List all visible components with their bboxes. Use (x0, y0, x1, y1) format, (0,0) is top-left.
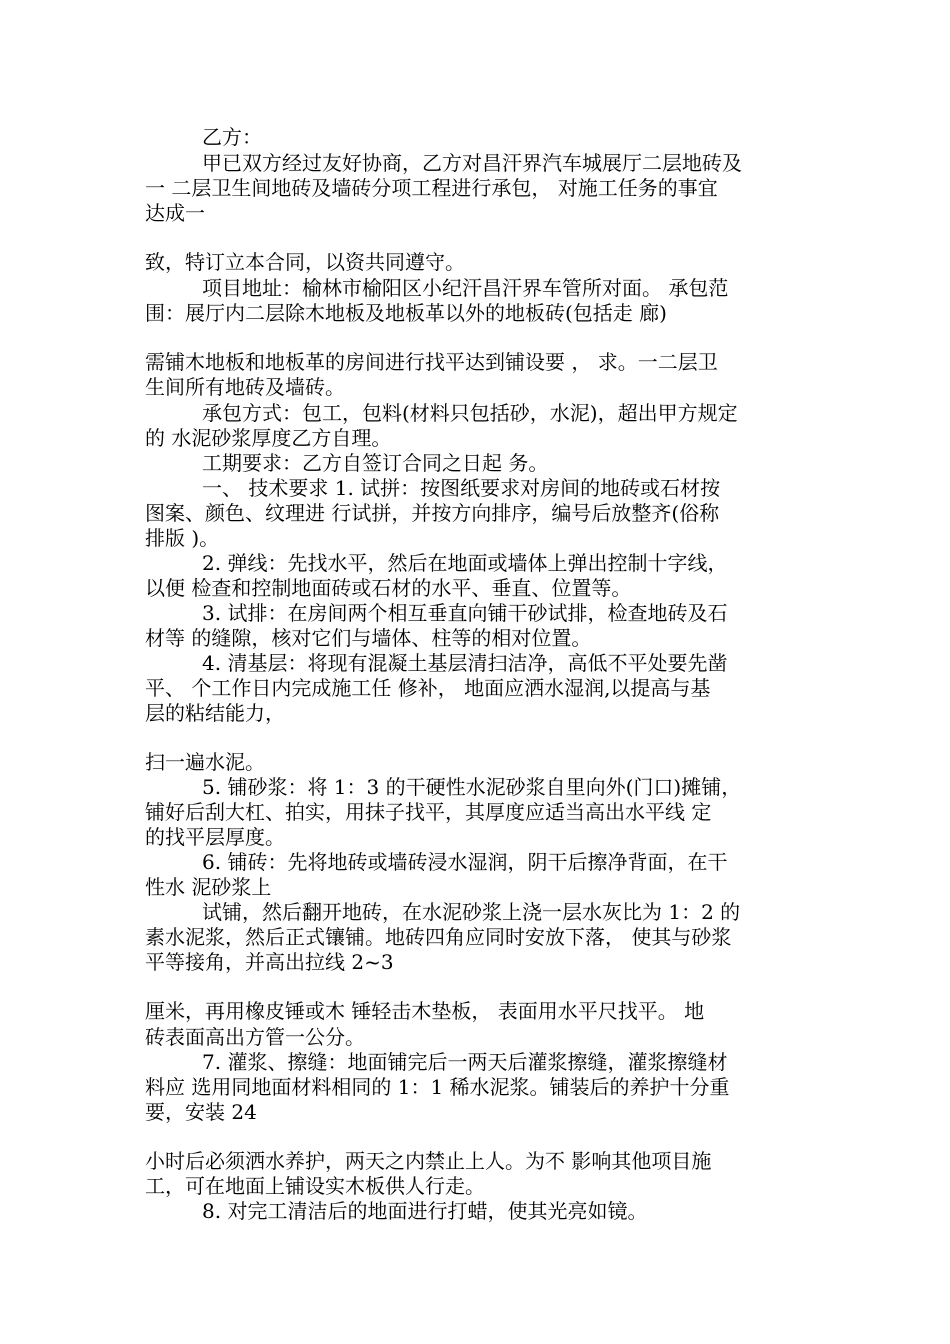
text-line: 需铺木地板和地板革的房间进行找平达到铺设要 ， 求。一二层卫 (145, 350, 718, 374)
text-line: 达成一 (145, 201, 205, 225)
text-line: 围：展厅内二层除木地板及地板革以外的地板砖(包括走 廊) (145, 301, 667, 325)
text-line: 5. 铺砂浆：将 1：3 的干硬性水泥砂浆自里向外(门口)摊铺， (202, 775, 742, 799)
text-line: 7. 灌浆、擦缝：地面铺完后一两天后灌浆擦缝，灌浆擦缝材 (202, 1050, 728, 1074)
text-line: 致，特订立本合同，以资共同遵守。 (145, 250, 465, 274)
text-line: 图案、颜色、纹理进 行试拼，并按方向排序，编号后放整齐(俗称 (145, 501, 720, 525)
text-line: 生间所有地砖及墙砖。 (145, 375, 345, 399)
text-line: 小时后必须洒水养护，两天之内禁止上人。为不 影响其他项目施 (145, 1149, 712, 1173)
text-line: 4. 清基层：将现有混凝土基层清扫洁净，高低不平处要先凿 (202, 651, 728, 675)
text-line: 材等 的缝隙，核对它们与墙体、柱等的相对位置。 (145, 626, 592, 650)
text-line: 的 水泥砂浆厚度乙方自理。 (145, 426, 392, 450)
text-line: 试铺，然后翻开地砖，在水泥砂浆上浇一层水灰比为 1：2 的 (202, 900, 741, 924)
text-line: 性水 泥砂浆上 (145, 875, 272, 899)
text-line: 的找平层厚度。 (145, 825, 285, 849)
text-line: 要，安装 24 (145, 1100, 257, 1124)
text-line: 排版 )。 (145, 526, 220, 550)
text-line: 甲已双方经过友好协商，乙方对昌汗界汽车城展厅二层地砖及 (202, 151, 742, 175)
text-line: 铺好后刮大杠、拍实，用抹子找平，其厚度应适当高出水平线 定 (145, 800, 712, 824)
text-line: 一、 技术要求 1. 试拼：按图纸要求对房间的地砖或石材按 (202, 476, 721, 500)
text-line: 料应 选用同地面材料相同的 1：1 稀水泥浆。铺装后的养护十分重 (145, 1075, 730, 1099)
text-line: 承包方式：包工，包料(材料只包括砂，水泥)，超出甲方规定 (202, 401, 738, 425)
text-line: 工，可在地面上铺设实木板供人行走。 (145, 1174, 485, 1198)
text-line: 平、 个工作日内完成施工任 修补， 地面应洒水湿润,以提高与基 (145, 676, 711, 700)
text-line: 2. 弹线：先找水平，然后在地面或墙体上弹出控制十字线， (202, 551, 728, 575)
text-line: 素水泥浆，然后正式镶铺。地砖四角应同时安放下落， 使其与砂浆 (145, 925, 732, 949)
text-line: 砖表面高出方管一公分。 (145, 1025, 365, 1049)
text-line: 项目地址：榆林市榆阳区小纪汗昌汗界车管所对面。 承包范 (202, 276, 729, 300)
text-line: 平等接角，并高出拉线 2~3 (145, 950, 394, 974)
text-line: 层的粘结能力， (145, 701, 285, 725)
text-line: 6. 铺砖：先将地砖或墙砖浸水湿润，阴干后擦净背面，在干 (202, 850, 728, 874)
text-line: 工期要求：乙方自签订合同之日起 务。 (202, 451, 549, 475)
text-line: 3. 试排：在房间两个相互垂直向铺干砂试排，检查地砖及石 (202, 601, 728, 625)
text-line: 扫一遍水泥。 (145, 750, 265, 774)
text-line: 以便 检查和控制地面砖或石材的水平、垂直、位置等。 (145, 576, 632, 600)
text-line: 8. 对完工清洁后的地面进行打蜡，使其光亮如镜。 (202, 1199, 648, 1223)
text-line: 厘米，再用橡皮锤或木 锤轻击木垫板， 表面用水平尺找平。 地 (145, 999, 705, 1023)
text-line: 一 二层卫生间地砖及墙砖分项工程进行承包， 对施工任务的事宜 (145, 176, 718, 200)
text-line: 乙方： (202, 125, 262, 149)
